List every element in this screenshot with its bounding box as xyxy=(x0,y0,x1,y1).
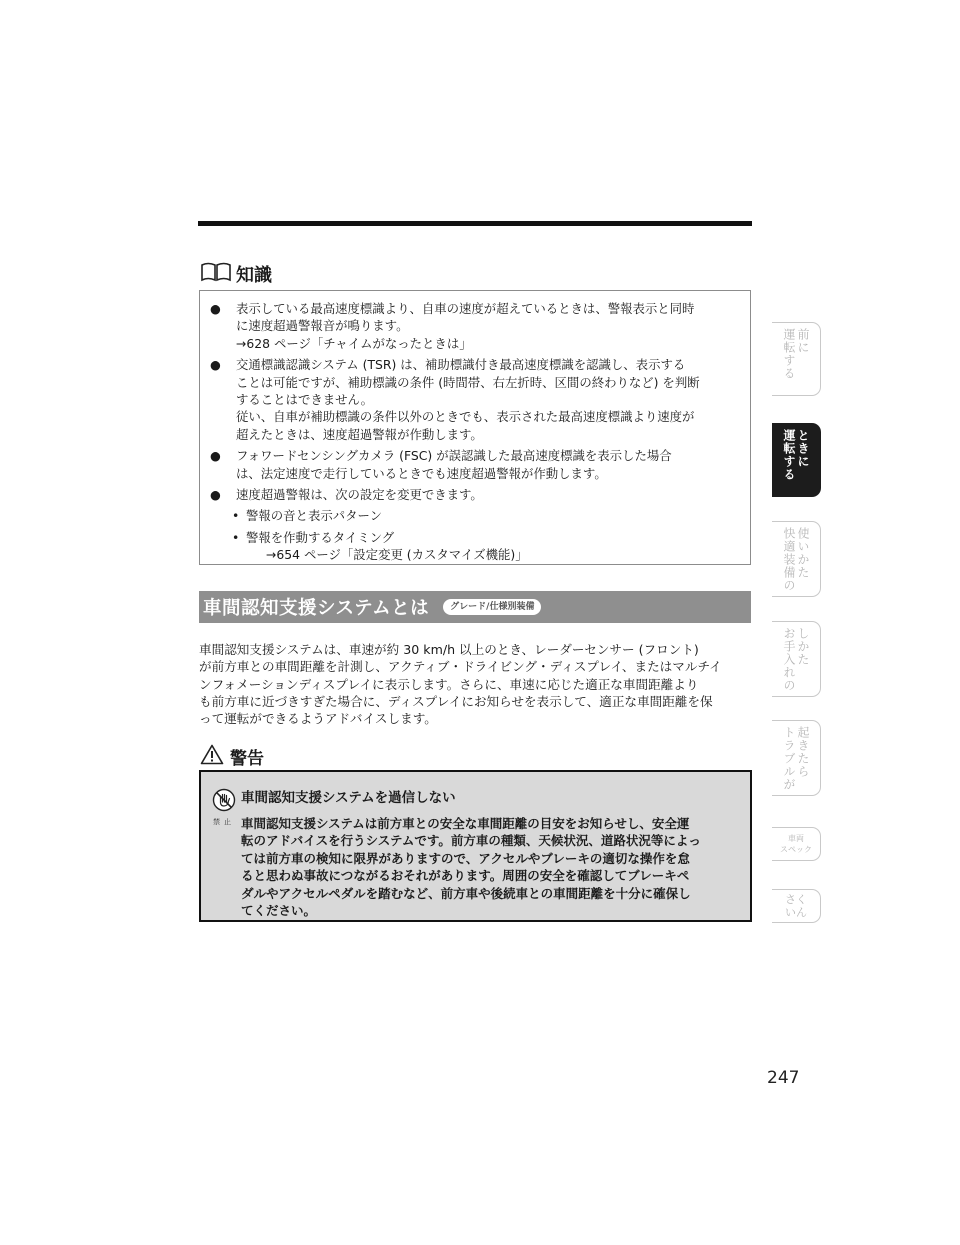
text-line: ると思わぬ事故につながるおそれがあります。周囲の安全を確認してブレーキペ xyxy=(241,868,690,884)
prohibit-symbol xyxy=(211,788,237,827)
bullet-icon: ● xyxy=(210,487,221,503)
tab-label: 運転する xyxy=(782,429,796,481)
side-tab-index[interactable] xyxy=(772,889,821,923)
side-tab-while-driving[interactable] xyxy=(772,423,821,497)
text-line: てください。 xyxy=(241,903,317,919)
knowledge-bullet xyxy=(210,356,736,443)
bullet-icon: ● xyxy=(210,301,221,316)
small-bullet-icon: • xyxy=(232,508,240,524)
top-rule xyxy=(198,221,752,226)
text-line: 交通標識認識システム (TSR) は、補助標識付き最高速度標識を認識し、表示する xyxy=(236,357,686,373)
page-reference: →628 ページ「チャイムがなったときは」 xyxy=(236,335,472,351)
text-line: ことは可能ですが、補助標識の条件 (時間帯、右左折時、区間の終わりなど) を判断 xyxy=(236,374,700,390)
tab-label: しかた xyxy=(796,627,810,666)
section-heading-bar xyxy=(199,591,751,623)
page-number: 247 xyxy=(767,1068,800,1088)
knowledge-subitem xyxy=(210,529,736,564)
prohibit-label: 禁止 xyxy=(213,818,235,826)
bullet-icon: ● xyxy=(210,448,221,464)
text-line: ては前方車の検知に限界がありますので、アクセルやブレーキの適切な操作を怠 xyxy=(241,850,690,866)
warning-heading-text: 車間認知支援システムを過信しない xyxy=(241,790,456,806)
prohibited-hand-icon xyxy=(212,788,236,812)
text-line: ダルやアクセルペダルを踏むなど、前方車や後続車との車間距離を十分に確保し xyxy=(241,885,691,901)
tab-label: 前に xyxy=(796,328,810,354)
text-line: 超えたときは、速度超過警報が作動します。 xyxy=(236,426,483,442)
subitem-text: 警報の音と表示パターン xyxy=(246,508,383,524)
text-line: フォワードセンシングカメラ (FSC) が誤認識した最高速度標識を表示した場合 xyxy=(236,448,672,464)
tab-label: ときに xyxy=(796,429,810,468)
small-bullet-icon: • xyxy=(232,529,240,545)
knowledge-title: 知識 xyxy=(236,265,272,286)
page-reference: →654 ページ「設定変更 (カスタマイズ機能)」 xyxy=(266,547,528,563)
side-tab-maintenance[interactable] xyxy=(772,621,821,697)
text-line: ンフォメーションディスプレイに表示します。さらに、車速に応じた適正な車間距離より xyxy=(199,676,699,692)
knowledge-heading xyxy=(200,262,272,286)
subitem-text: 警報を作動するタイミング xyxy=(246,529,395,545)
side-tab-before-driving[interactable] xyxy=(772,322,821,396)
warning-body xyxy=(241,815,701,919)
knowledge-bullet xyxy=(210,447,736,482)
book-icon xyxy=(200,262,232,286)
warning-triangle-icon xyxy=(200,744,224,769)
text-line: 速度超過警報は、次の設定を変更できます。 xyxy=(236,487,483,503)
text-line: に速度超過警報音が鳴ります。 xyxy=(236,318,409,334)
tab-label: さく xyxy=(785,893,807,906)
text-line: 従い、自車が補助標識の条件以外のときでも、表示された最高速度標識より速度が xyxy=(236,409,695,425)
grade-badge: グレード/仕様別装備 xyxy=(443,599,541,615)
section-title: 車間認知支援システムとは xyxy=(203,598,430,619)
text-line: 車間認知支援システムは、車速が約 30 km/h 以上のとき、レーダーセンサー (フロント) xyxy=(199,642,699,657)
description-paragraph xyxy=(199,641,755,727)
bullet-icon: ● xyxy=(210,357,221,373)
tab-label: 起きたら xyxy=(796,726,810,778)
knowledge-bullet xyxy=(210,486,736,503)
text-line: 転のアドバイスを行うシステムです。前方車の種類、天候状況、道路状況等によっ xyxy=(241,833,701,849)
text-line: も前方車に近づきすぎた場合に、ディスプレイにお知らせを表示して、適正な車間距離を保 xyxy=(199,693,713,709)
tab-label: トラブルが xyxy=(782,726,796,791)
text-line: って運転ができるようアドバイスします。 xyxy=(199,711,437,727)
side-tab-comfort-features[interactable] xyxy=(772,521,821,597)
side-tab-vehicle-specs[interactable] xyxy=(772,827,821,861)
tab-label: スペック xyxy=(780,845,812,854)
text-line: が前方車との車間距離を計測し、アクティブ・ドライビング・ディスプレイ、またはマルチイ xyxy=(199,659,722,675)
tab-label: 車両 xyxy=(788,834,804,843)
warning-heading xyxy=(200,745,264,767)
text-line: 車間認知支援システムは前方車との安全な車間距離の目安をお知らせし、安全運 xyxy=(241,816,690,831)
warning-box xyxy=(199,770,752,922)
tab-label: 運転する xyxy=(782,328,796,380)
tab-label: 快適装備の xyxy=(782,527,796,592)
side-tab-troubleshooting[interactable] xyxy=(772,720,821,796)
text-line: は、法定速度で走行しているときでも速度超過警報が作動します。 xyxy=(236,465,607,481)
tab-label: いん xyxy=(785,906,807,919)
knowledge-bullet xyxy=(210,300,736,352)
knowledge-box xyxy=(199,290,751,565)
text-line: 表示している最高速度標識より、自車の速度が超えているときは、警報表示と同時 xyxy=(236,301,695,316)
tab-label: お手入れの xyxy=(782,627,796,692)
text-line: することはできません。 xyxy=(236,392,374,408)
knowledge-subitem xyxy=(210,507,736,524)
tab-label: 使いかた xyxy=(796,527,810,579)
warning-title: 警告 xyxy=(230,748,264,769)
